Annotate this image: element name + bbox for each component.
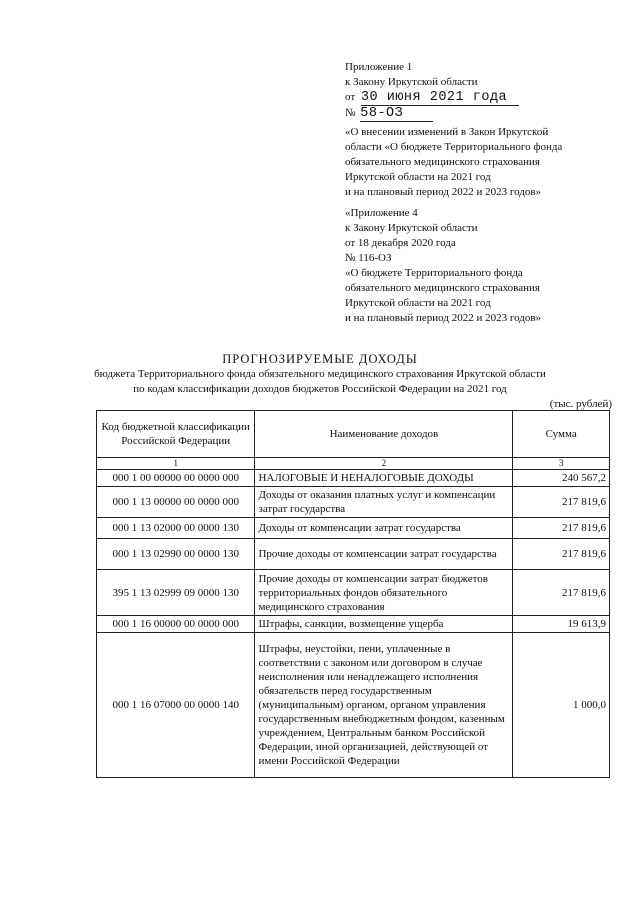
row-code: 000 1 13 02990 00 0000 130 [97,539,255,570]
amendment-about [345,125,625,200]
units-label: (тыс. рублей) [549,398,612,410]
header2-line: и на плановый период 2022 и 2023 годов» [345,312,542,324]
row-name: Штрафы, санкции, возмещение ущерба [255,616,513,633]
row-sum: 240 567,2 [513,470,610,487]
col-number: 1 [97,458,255,470]
table-header-row [97,411,610,458]
appendix-label: Приложение 1 [345,61,413,73]
header-sum: Сумма [513,411,610,458]
table-row [97,539,610,570]
about-line: обязательного медицинского страхования [345,156,540,168]
header2-line: № 116-ОЗ [345,252,392,264]
row-name: Доходы от компенсации затрат государства [255,518,513,539]
row-name: Прочие доходы от компенсации затрат бюджетов территориальных фондов обязательного медицинского страхования [255,570,513,616]
row-code: 395 1 13 02999 09 0000 130 [97,570,255,616]
table-row [97,633,610,778]
about-line: области «О бюджете Территориального фонда [345,141,563,153]
header2-line: от 18 декабря 2020 года [345,237,456,249]
row-code: 000 1 13 00000 00 0000 000 [97,487,255,518]
row-sum: 217 819,6 [513,518,610,539]
amendment-header [345,60,625,200]
row-name: Штрафы, неустойки, пени, уплаченные в соответствии с законом или договором в случае неисполнения или ненадлежащего исполнения обязательств перед государственным (муниципальным) органом, органом управления государственным внебюджетным фондом, казенным учреждением, Центральным банком Российской Федерации, иной организацией, действующей от имени Российской Федерации [255,633,513,778]
about-line: Иркутской области на 2021 год [345,171,491,183]
header-code: Код бюджетной классификации Российской Федерации [97,411,255,458]
header2-line: обязательного медицинского страхования [345,282,540,294]
row-sum: 1 000,0 [513,633,610,778]
header-name: Наименование доходов [255,411,513,458]
table-row [97,570,610,616]
original-appendix-header [345,206,625,326]
row-name: НАЛОГОВЫЕ И НЕНАЛОГОВЫЕ ДОХОДЫ [255,470,513,487]
title-line2: бюджета Территориального фонда обязательного медицинского страхования Иркутской области [94,368,546,380]
row-code: 000 1 16 07000 00 0000 140 [97,633,255,778]
about-line: и на плановый период 2022 и 2023 годов» [345,186,542,198]
row-name: Прочие доходы от компенсации затрат государства [255,539,513,570]
revenue-table [96,410,610,778]
table-row [97,518,610,539]
table-row [97,616,610,633]
row-sum: 217 819,6 [513,570,610,616]
column-numbers-row [97,458,610,470]
col-number: 3 [513,458,610,470]
header2-line: к Закону Иркутской области [345,222,478,234]
row-name: Доходы от оказания платных услуг и компенсации затрат государства [255,487,513,518]
law-number: № 58-ОЗ [345,106,625,122]
title-main: ПРОГНОЗИРУЕМЫЕ ДОХОДЫ [222,352,418,366]
to-law-label: к Закону Иркутской области [345,76,478,88]
law-number-value: 58-ОЗ [360,107,433,122]
table-row [97,470,610,487]
header2-line: «Приложение 4 [345,207,418,219]
col-number: 2 [255,458,513,470]
about-line: «О внесении изменений в Закон Иркутской [345,126,549,138]
row-code: 000 1 00 00000 00 0000 000 [97,470,255,487]
title-line3: по кодам классификации доходов бюджетов Российской Федерации на 2021 год [133,383,507,395]
law-date: от 30 июня 2021 года [345,90,625,106]
row-sum: 217 819,6 [513,539,610,570]
header2-line: «О бюджете Территориального фонда [345,267,523,279]
row-sum: 217 819,6 [513,487,610,518]
document-title [0,352,640,397]
table-row [97,487,610,518]
row-code: 000 1 16 00000 00 0000 000 [97,616,255,633]
row-sum: 19 613,9 [513,616,610,633]
header2-line: Иркутской области на 2021 год [345,297,491,309]
row-code: 000 1 13 02000 00 0000 130 [97,518,255,539]
law-date-value: 30 июня 2021 года [361,91,519,106]
